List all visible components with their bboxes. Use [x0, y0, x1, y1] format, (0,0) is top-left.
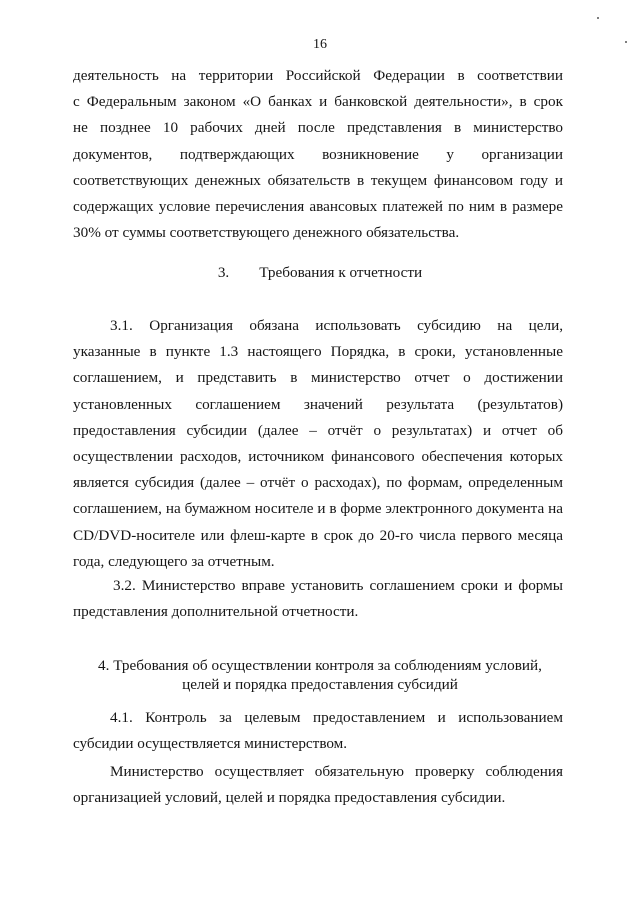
text-line: установленных соглашением значений результата (результатов) — [73, 395, 563, 413]
paragraph-4-2 — [73, 759, 563, 811]
text-line: соглашением, на бумажном носителе и в форме электронного документа на — [73, 500, 563, 518]
text-line: 3.2. Министерство вправе установить соглашением сроки и формы — [113, 577, 563, 594]
text-line: 30% от суммы соответствующего денежного обязательства. — [73, 224, 460, 242]
text-line: года, следующего за отчетным. — [73, 552, 275, 570]
text-line: соответствующих денежных обязательств в текущем финансовом году и — [73, 171, 563, 189]
section-4-heading — [0, 656, 640, 694]
text-line: предоставления субсидии (далее – отчёт о результатах) и отчет об — [73, 421, 563, 439]
text-line: указанные в пункте 1.3 настоящего Порядка, в сроки, установленные — [73, 343, 563, 361]
text-line: субсидии осуществляется министерством. — [73, 735, 348, 753]
text-line: 3.1. Организация обязана использовать субсидию на цели, — [110, 317, 563, 334]
text-line: 4.1. Контроль за целевым предоставлением и использованием — [110, 709, 563, 726]
text-line: организацией условий, целей и порядка предоставления субсидии. — [73, 789, 506, 807]
text-line: представления дополнительной отчетности. — [73, 603, 359, 621]
text-line: CD/DVD-носителе или флеш-карте в срок до 20-го числа первого месяца — [73, 526, 563, 544]
paragraph-continuation — [73, 63, 563, 246]
section-title-line: целей и порядка предоставления субсидий — [182, 676, 458, 693]
paragraph-3-1 — [73, 313, 563, 575]
text-line: деятельность на территории Российской Федерации в соответствии — [73, 67, 563, 84]
text-line: соглашением, и представить в министерство отчет о достижении — [73, 369, 563, 387]
text-line: является субсидия (далее – отчёт о расходах), по формам, определенным — [73, 474, 563, 492]
paragraph-3-2 — [73, 573, 563, 625]
page-number: 16 — [313, 37, 327, 52]
text-line: Министерство осуществляет обязательную проверку соблюдения — [110, 763, 563, 780]
text-line: не позднее 10 рабочих дней после представления в министерство — [73, 119, 563, 137]
paragraph-4-1 — [73, 705, 563, 757]
section-title-line: 4. Требования об осуществлении контроля за соблюдениям условий, — [98, 657, 542, 674]
section-title: Требования к отчетности — [259, 264, 423, 281]
scan-speck — [597, 17, 599, 19]
text-line: осуществлении расходов, источником финансового обеспечения которых — [73, 448, 563, 466]
text-line: документов, подтверждающих возникновение у организации — [73, 145, 563, 163]
text-line: содержащих условие перечисления авансовых платежей по ним в размере — [73, 198, 563, 216]
section-3-heading — [0, 263, 640, 282]
text-line: с Федеральным законом «О банках и банковской деятельности», в срок — [73, 93, 563, 111]
section-number: 3. — [217, 264, 230, 281]
